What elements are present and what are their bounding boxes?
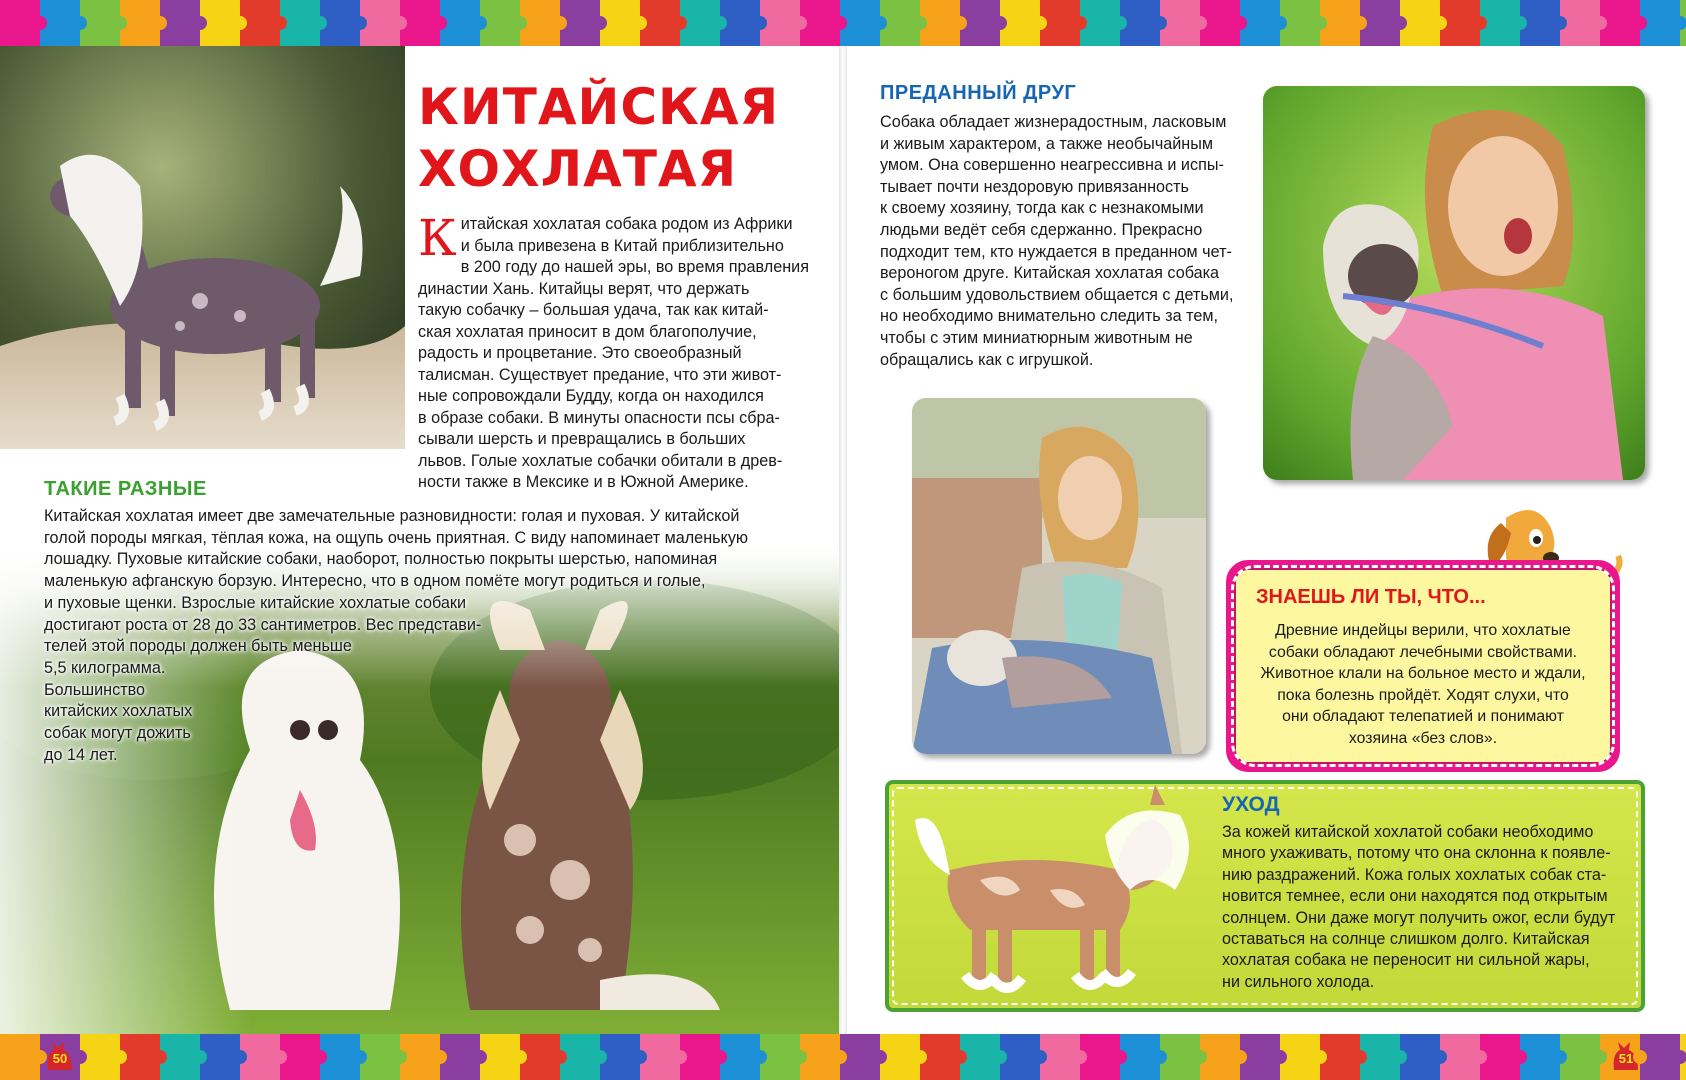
varieties-line: маленькую афганскую борзую. Интересно, что в одном помёте могут родиться и голые, (44, 572, 706, 591)
section-heading-varieties: ТАКИЕ РАЗНЫЕ (44, 478, 207, 500)
friend-line: и живым характером, а также необычайным (880, 134, 1213, 153)
care-line: много ухаживать, потому что она склонна к появле- (1222, 844, 1611, 863)
friend-line: чтобы с этим миниатюрным животным не (880, 328, 1193, 347)
friend-line: с большим удовольствием общается с детьми, (880, 285, 1234, 304)
page-title (418, 76, 818, 200)
intro-line: талисман. Существует предание, что эти живот- (418, 365, 782, 384)
varieties-line: до 14 лет. (44, 745, 118, 764)
puzzle-piece (0, 1034, 40, 1080)
friend-line: подходит тем, кто нуждается в преданном чет- (880, 242, 1232, 261)
varieties-line: голой породы мягкая, тёплая кожа, на ощупь очень приятная. С виду напоминает маленькую (44, 528, 749, 547)
section-heading-friend: ПРЕДАННЫЙ ДРУГ (880, 82, 1077, 104)
intro-line: ская хохлатая приносит в дом благополучие, (418, 322, 757, 341)
photo-woman-with-dog (912, 398, 1206, 754)
care-line: солнцем. Они даже могут получить ожог, если будут (1222, 908, 1616, 927)
puzzle-piece (0, 0, 40, 46)
did-you-know-box (1226, 560, 1620, 772)
page-number-text: 51 (1618, 1051, 1634, 1066)
varieties-line: китайских хохлатых (44, 702, 193, 721)
friend-line: вероногом друге. Китайская хохлатая собака (880, 264, 1220, 283)
did-you-know-line: они обладают телепатией и понимают (1282, 708, 1564, 726)
photo-girl-hugging-dog (1263, 86, 1645, 480)
varieties-line: собак могут дожить (44, 724, 191, 743)
intro-line: и была привезена в Китай приблизительно (460, 236, 784, 255)
intro-paragraph (418, 209, 809, 494)
care-line: ни сильного холода. (1222, 972, 1375, 991)
varieties-line: Большинство (44, 680, 146, 699)
varieties-line: телей этой породы должен быть меньше (44, 637, 352, 656)
intro-line: итайская хохлатая собака родом из Африки (460, 215, 793, 233)
friend-line: людьми ведёт себя сдержанно. Прекрасно (880, 220, 1203, 239)
intro-line: в образе собаки. В минуты опасности псы сбра- (418, 408, 780, 427)
intro-line: ные сопровождали Будду, когда он находился (418, 387, 764, 405)
varieties-line: 5,5 килограмма. (44, 658, 166, 677)
care-line: За кожей китайской хохлатой собаки необходимо (1222, 823, 1594, 841)
care-heading: УХОД (1222, 793, 1280, 816)
intro-line: в 200 году до нашей эры, во время правления (460, 258, 809, 276)
photo-crested-dog-on-sand (0, 46, 405, 449)
varieties-line: достигают роста от 28 до 33 сантиметров. Вес представи- (44, 615, 482, 634)
intro-line: львов. Голые хохлатые собачки обитали в древ- (418, 451, 783, 470)
intro-line: династии Хань. Китайцы верят, что держать (418, 279, 750, 298)
cartoon-crested-dog-icon (880, 780, 1200, 1010)
varieties-paragraph (44, 506, 784, 766)
did-you-know-heading: ЗНАЕШЬ ЛИ ТЫ, ЧТО... (1256, 586, 1486, 608)
did-you-know-text (1242, 620, 1604, 750)
puzzle-border-top (0, 0, 1686, 46)
did-you-know-line: Животное клали на больное место и ждали, (1260, 665, 1586, 683)
friend-line: тывает почти нездоровую привязанность (880, 177, 1189, 196)
care-line: хохлатая собака не переносит ни сильной жары, (1222, 951, 1590, 970)
care-line: оставаться на солнце слишком долго. Китайская (1222, 930, 1590, 949)
intro-line: такую собачку – большая удача, так как китай- (418, 301, 769, 319)
care-paragraph (1222, 822, 1627, 993)
varieties-line: и пуховые щенки. Взрослые китайские хохлатые собаки (44, 593, 467, 612)
title-line-2: ХОХЛАТАЯ (418, 140, 738, 198)
friend-line: Собака обладает жизнерадостным, ласковым (880, 113, 1227, 131)
friend-line: обращались как с игрушкой. (880, 350, 1094, 369)
intro-line: сывали шерсть и превращались в больших (418, 430, 746, 448)
care-line: новится темнее, если они находятся под открытым (1222, 887, 1608, 906)
friend-line: но необходимо внимательно следить за тем, (880, 307, 1218, 326)
page-number-text: 50 (52, 1051, 68, 1066)
friend-line: умом. Она совершенно неагрессивна и испы- (880, 156, 1224, 175)
did-you-know-line: Древние индейцы верили, что хохлатые (1275, 622, 1571, 639)
did-you-know-line: хозяина «без слов». (1348, 729, 1498, 747)
intro-line: радость и процветание. Это своеобразный (418, 344, 742, 362)
puzzle-border-bottom (0, 1034, 1686, 1080)
care-line: нию раздражений. Кожа голых хохлатых собак ста- (1222, 865, 1607, 884)
did-you-know-line: пока болезнь пройдёт. Ходят слухи, что (1277, 686, 1569, 704)
varieties-line: лошадку. Пуховые китайские собаки, наоборот, полностью покрыты шерстью, напоминая (44, 550, 718, 569)
drop-cap: К (418, 209, 457, 267)
title-line-1: КИТАЙСКАЯ (418, 78, 780, 136)
did-you-know-line: собаки обладают лечебными свойствами. (1268, 643, 1578, 661)
varieties-line: Китайская хохлатая имеет две замечательные разновидности: голая и пуховая. У китайской (44, 507, 740, 525)
intro-line: ности также в Мексике и в Южной Америке. (418, 473, 749, 491)
friend-paragraph (880, 112, 1250, 371)
page-gutter (839, 46, 847, 1034)
friend-line: к своему хозяину, тогда как с незнакомыми (880, 199, 1204, 218)
